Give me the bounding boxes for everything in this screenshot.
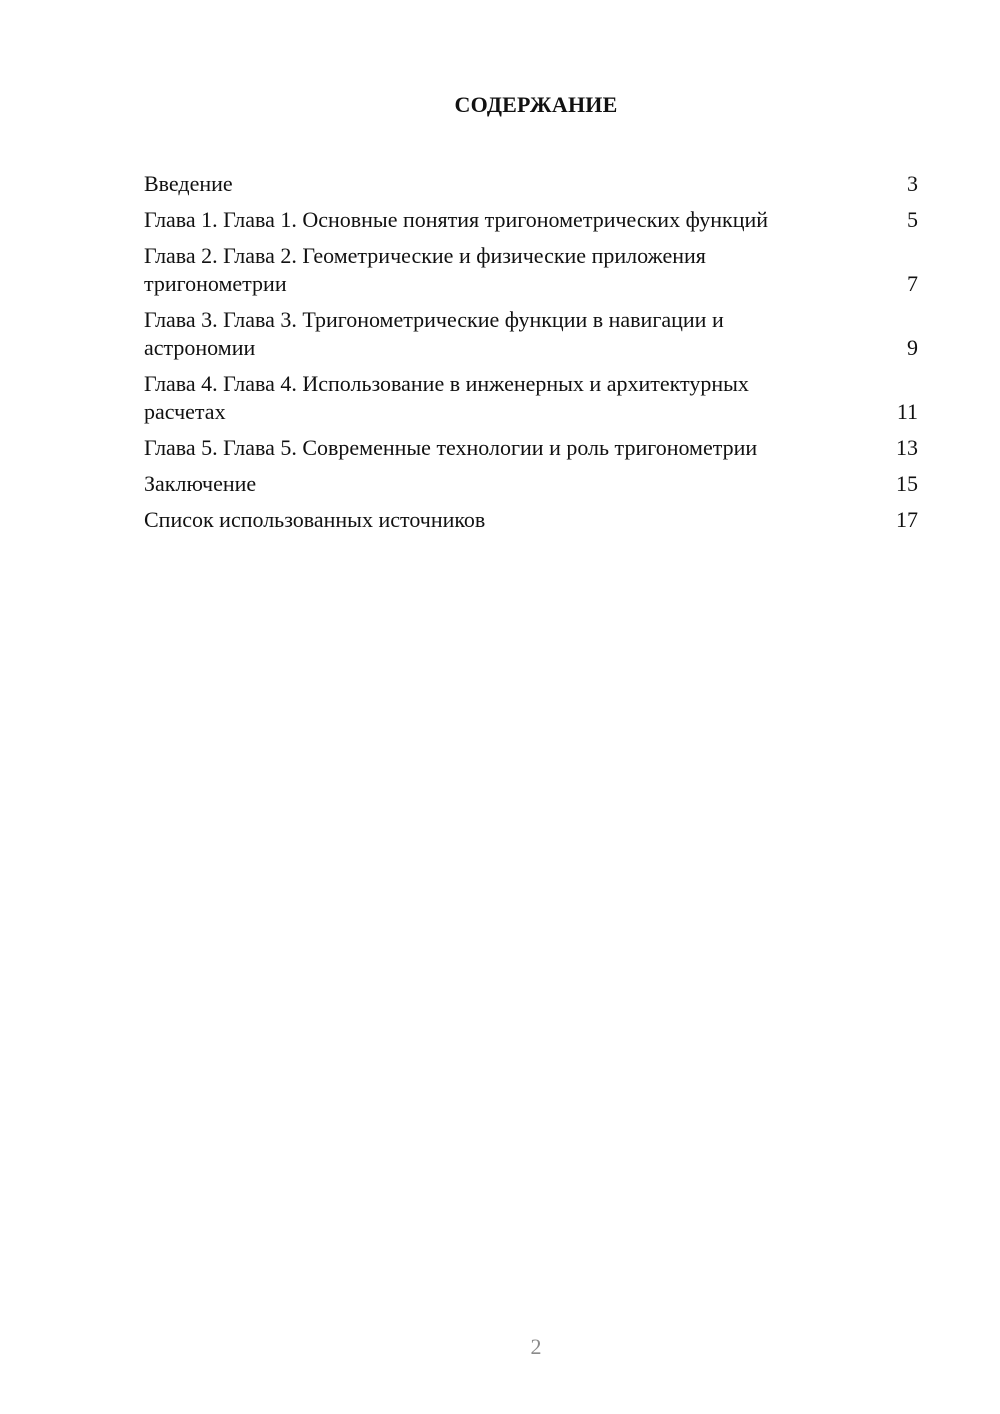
toc-entry-label: Глава 1. Глава 1. Основные понятия тригонометрических функций xyxy=(144,207,769,232)
table-of-contents xyxy=(144,170,918,542)
page-number: 2 xyxy=(530,1334,542,1359)
toc-entry-page: 9 xyxy=(907,335,918,360)
toc-entry-chapter-3 xyxy=(144,306,918,362)
toc-entry-chapter-5 xyxy=(144,434,918,462)
toc-entry-label: Список использованных источников xyxy=(144,507,486,532)
toc-entry-page: 3 xyxy=(907,171,918,196)
toc-entry-chapter-4 xyxy=(144,370,918,426)
toc-entry-label: Глава 3. Глава 3. Тригонометрические функции в навигации и астрономии xyxy=(144,307,724,360)
toc-entry-label: Глава 4. Глава 4. Использование в инженерных и архитектурных расчетах xyxy=(144,371,749,424)
toc-entry-chapter-2 xyxy=(144,242,918,298)
toc-entry-label: Глава 2. Глава 2. Геометрические и физические приложения тригонометрии xyxy=(144,243,706,296)
toc-entry-label: Глава 5. Глава 5. Современные технологии и роль тригонометрии xyxy=(144,435,758,460)
toc-entry-page: 5 xyxy=(907,207,918,232)
toc-entry-chapter-1 xyxy=(144,206,918,234)
toc-entry-page: 11 xyxy=(896,399,918,424)
toc-entry-label: Введение xyxy=(144,171,233,196)
page-title: СОДЕРЖАНИЕ xyxy=(454,92,618,117)
toc-entry-page: 17 xyxy=(896,507,918,532)
toc-entry-label: Заключение xyxy=(144,471,257,496)
toc-entry-conclusion xyxy=(144,470,918,498)
toc-entry-page: 7 xyxy=(907,271,918,296)
toc-entry-page: 15 xyxy=(896,471,918,496)
toc-entry-references xyxy=(144,506,918,534)
toc-entry-introduction xyxy=(144,170,918,198)
toc-entry-page: 13 xyxy=(896,435,918,460)
